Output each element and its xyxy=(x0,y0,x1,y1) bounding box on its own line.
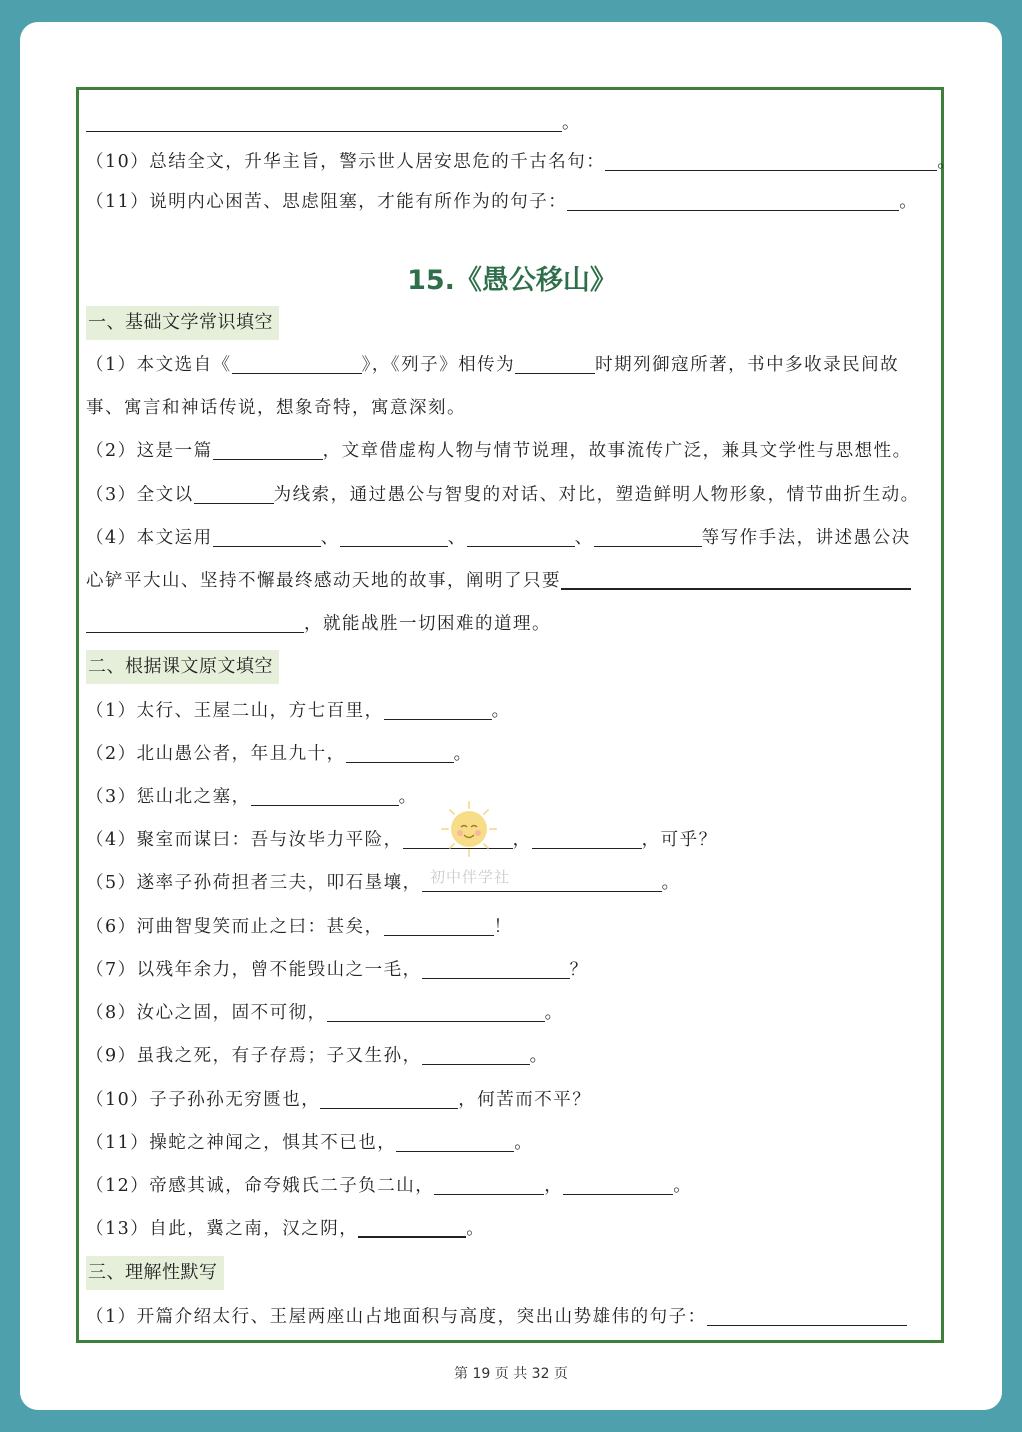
question-text: （13）自此，冀之南，汉之阴， xyxy=(86,1219,359,1239)
end-mark: 。 xyxy=(491,701,511,721)
separator: 、 xyxy=(574,528,594,548)
end-mark: 。 xyxy=(466,1219,486,1239)
question-text: 》，《列子》相传为 xyxy=(361,355,516,375)
end-mark: ？ xyxy=(569,960,589,980)
answer-blank[interactable] xyxy=(251,785,399,806)
question-text: （12）帝感其诚，命夸娥氏二子负二山， xyxy=(86,1176,435,1196)
separator: ， xyxy=(512,830,532,850)
s2-item-10 xyxy=(86,1085,591,1115)
end-mark: ，可乎？ xyxy=(641,830,718,850)
question-text: （5）遂率子孙荷担者三夫，叩石垦壤， xyxy=(86,873,422,893)
question-text: （3）惩山北之塞， xyxy=(86,787,251,807)
answer-blank[interactable] xyxy=(86,612,304,633)
question-text: （11）说明内心困苦、思虑阻塞，才能有所作为的句子： xyxy=(86,192,568,212)
answer-blank[interactable] xyxy=(467,526,575,547)
s3-question-1 xyxy=(86,1302,907,1332)
page-footer: 第 19 页 共 32 页 xyxy=(454,1366,568,1382)
s2-item-7 xyxy=(86,955,589,985)
answer-blank[interactable] xyxy=(320,1088,458,1109)
question-text: 为线索，通过愚公与智叟的对话、对比，塑造鲜明人物形象，情节曲折生动。 xyxy=(273,485,920,505)
lesson-title: 15.《愚公移山》 xyxy=(407,265,617,296)
question-10 xyxy=(86,147,956,177)
answer-blank[interactable] xyxy=(561,568,911,590)
end-mark: 。 xyxy=(529,1046,549,1066)
question-text: （4）本文运用 xyxy=(86,528,213,548)
answer-blank[interactable] xyxy=(422,1044,530,1065)
s2-item-1 xyxy=(86,696,511,726)
s1-question-3 xyxy=(86,480,920,510)
separator: ， xyxy=(544,1176,564,1196)
question-text: ，文章借虚构人物与情节说理，故事流传广泛，兼具文学性与思想性。 xyxy=(322,441,912,461)
s1-question-4-cont2 xyxy=(86,609,551,639)
section-heading-2: 二、根据课文原文填空 xyxy=(86,650,279,684)
s2-item-5 xyxy=(86,868,681,898)
end-mark: ，何苦而不平？ xyxy=(458,1090,592,1110)
s2-item-12 xyxy=(86,1171,692,1201)
s1-question-1 xyxy=(86,350,899,380)
answer-blank[interactable] xyxy=(340,526,448,547)
question-text: 心铲平大山、坚持不懈最终感动天地的故事，阐明了只要 xyxy=(86,571,561,591)
answer-blank[interactable] xyxy=(384,915,494,936)
s1-question-4-cont xyxy=(86,566,911,596)
s2-item-9 xyxy=(86,1041,549,1071)
s1-question-4 xyxy=(86,523,911,553)
question-text: （1）本文选自《 xyxy=(86,355,232,375)
end-mark: ！ xyxy=(493,917,513,937)
s1-question-1-cont: 事、寓言和神话传说，想象奇特，寓意深刻。 xyxy=(86,398,466,418)
section-heading-3: 三、理解性默写 xyxy=(86,1256,224,1290)
s2-item-11 xyxy=(86,1128,533,1158)
question-text: （11）操蛇之神闻之，惧其不已也， xyxy=(86,1133,397,1153)
end-mark: 。 xyxy=(661,873,681,893)
end-mark: 。 xyxy=(899,192,919,212)
answer-blank[interactable] xyxy=(515,353,595,374)
answer-blank[interactable] xyxy=(605,150,937,171)
s2-item-4 xyxy=(86,825,718,855)
end-mark: 。 xyxy=(673,1176,693,1196)
s2-item-2 xyxy=(86,739,473,769)
s2-item-8 xyxy=(86,998,564,1028)
question-text: （4）聚室而谋曰：吾与汝毕力平险， xyxy=(86,830,403,850)
end-mark: 。 xyxy=(544,1003,564,1023)
answer-blank[interactable] xyxy=(396,1131,514,1152)
answer-blank[interactable] xyxy=(532,828,642,849)
s2-item-13 xyxy=(86,1214,485,1244)
answer-blank[interactable] xyxy=(707,1305,907,1326)
s2-item-3 xyxy=(86,782,418,812)
answer-blank[interactable] xyxy=(232,353,362,374)
end-mark: 。 xyxy=(514,1133,534,1153)
question-text: （2）这是一篇 xyxy=(86,441,213,461)
answer-blank[interactable] xyxy=(563,1174,673,1195)
end-mark: 。 xyxy=(398,787,418,807)
answer-blank[interactable] xyxy=(327,1001,545,1022)
answer-blank[interactable] xyxy=(358,1216,466,1238)
separator: 、 xyxy=(447,528,467,548)
answer-blank[interactable] xyxy=(434,1174,544,1195)
answer-blank[interactable] xyxy=(594,526,702,547)
question-text: （10）总结全文，升华主旨，警示世人居安思危的千古名句： xyxy=(86,152,606,172)
section-heading-1: 一、基础文学常识填空 xyxy=(86,306,279,340)
question-text: （10）子子孙孙无穷匮也， xyxy=(86,1090,321,1110)
question-text: （1）开篇介绍太行、王屋两座山占地面积与高度，突出山势雄伟的句子： xyxy=(86,1307,707,1327)
answer-blank[interactable] xyxy=(346,742,454,763)
continuation-line xyxy=(86,108,581,138)
watermark-text: 初中伴学社 xyxy=(430,868,511,886)
s2-item-6 xyxy=(86,912,513,942)
answer-blank[interactable] xyxy=(194,483,274,504)
question-text: （7）以残年余力，曾不能毁山之一毛， xyxy=(86,960,422,980)
question-text: 时期列御寇所著，书中多收录民间故 xyxy=(595,355,900,375)
question-text: （1）太行、王屋二山，方七百里， xyxy=(86,701,384,721)
question-text: （9）虽我之死，有子存焉；子又生孙， xyxy=(86,1046,422,1066)
question-text: 等写作手法，讲述愚公决 xyxy=(701,528,911,548)
answer-blank[interactable] xyxy=(86,111,562,132)
end-mark: 。 xyxy=(937,152,957,172)
answer-blank[interactable] xyxy=(384,699,492,720)
answer-blank[interactable] xyxy=(567,190,899,211)
answer-blank[interactable] xyxy=(422,958,570,979)
answer-blank[interactable] xyxy=(213,439,323,460)
separator: 、 xyxy=(320,528,340,548)
end-mark: 。 xyxy=(453,744,473,764)
answer-blank[interactable] xyxy=(213,526,321,547)
question-text: （6）河曲智叟笑而止之曰：甚矣， xyxy=(86,917,384,937)
sun-logo-icon xyxy=(440,800,498,858)
question-11 xyxy=(86,187,918,217)
s1-question-2 xyxy=(86,436,912,466)
question-text: ，就能战胜一切困难的道理。 xyxy=(304,614,551,634)
end-mark: 。 xyxy=(562,113,581,133)
question-text: （2）北山愚公者，年且九十， xyxy=(86,744,346,764)
question-text: （3）全文以 xyxy=(86,485,194,505)
question-text: （8）汝心之固，固不可彻， xyxy=(86,1003,327,1023)
